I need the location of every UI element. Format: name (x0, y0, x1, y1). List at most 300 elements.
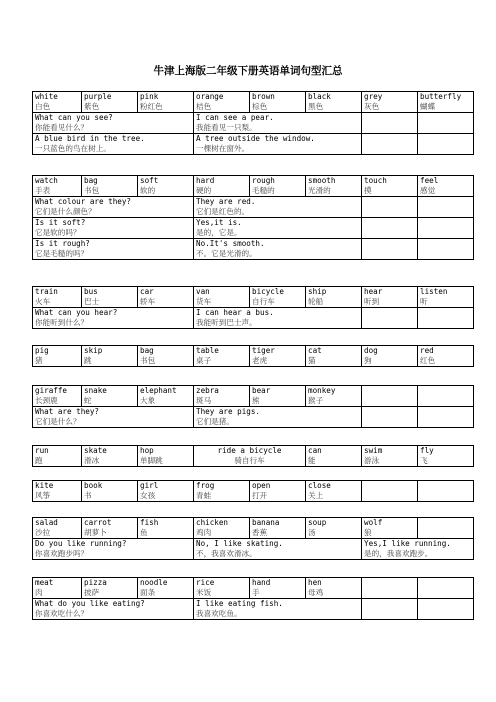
word-cell (82, 518, 138, 539)
empty-cell (362, 113, 418, 134)
sentence-cell (33, 113, 194, 134)
word-cell (33, 92, 82, 113)
word-cell-chinese: 书包 (84, 186, 100, 195)
word-cell-english: bag (140, 346, 154, 355)
word-cell-chinese: 熊 (252, 396, 260, 405)
word-cell (306, 92, 362, 113)
word-cell-english: tiger (252, 346, 275, 355)
word-cell-english: hand (252, 578, 271, 587)
word-cell (362, 518, 418, 539)
word-cell-english: swim (364, 446, 383, 455)
word-cell-english: listen (420, 287, 448, 296)
word-cell (138, 578, 194, 599)
word-cell-chinese: 胡萝卜 (84, 528, 107, 537)
word-cell (250, 287, 306, 308)
sentence-cell-english: What can you see? (35, 113, 113, 122)
empty-cell (418, 599, 474, 620)
sentence-cell-chinese: 它是毛糙的吗？ (35, 249, 89, 258)
word-row (33, 578, 474, 599)
page-title: 牛津上海版二年级下册英语单词句型汇总 (153, 65, 343, 77)
word-cell (138, 287, 194, 308)
word-cell-chinese: 披萨 (84, 588, 100, 597)
sentence-cell (33, 308, 194, 329)
sentence-cell-english: What can you hear? (35, 308, 118, 317)
word-cell-chinese: 蛇 (84, 396, 92, 405)
sentence-cell (194, 197, 362, 218)
empty-cell (362, 578, 418, 599)
word-cell-chinese: 感觉 (420, 186, 436, 195)
word-cell-english: skate (84, 446, 107, 455)
vocab-table (32, 577, 474, 620)
word-cell-chinese: 蝴蝶 (420, 102, 436, 111)
word-cell-english: salad (35, 518, 58, 527)
word-cell-chinese: 书包 (140, 356, 156, 365)
sentence-cell (194, 599, 362, 620)
word-cell (306, 446, 362, 467)
word-cell-chinese: 能 (308, 456, 316, 465)
word-cell-english: meat (35, 578, 54, 587)
sentence-cell (194, 407, 362, 428)
empty-cell (362, 407, 418, 428)
word-row (33, 346, 474, 367)
word-cell-chinese: 手表 (35, 186, 51, 195)
word-cell-english: soft (140, 176, 159, 185)
word-cell-chinese: 风筝 (35, 491, 51, 500)
word-cell-english: bag (84, 176, 98, 185)
word-cell-english: wolf (364, 518, 383, 527)
word-cell (306, 287, 362, 308)
word-cell-chinese: 跑 (35, 456, 43, 465)
sentence-cell-chinese: 我能看见一只梨。 (196, 123, 257, 132)
word-cell-english: close (308, 481, 331, 490)
empty-cell (362, 218, 418, 239)
empty-cell (418, 518, 474, 539)
sentence-cell (33, 134, 194, 155)
word-cell-english: open (252, 481, 271, 490)
word-cell-chinese: 鸡肉 (196, 528, 212, 537)
empty-cell (418, 113, 474, 134)
word-cell (250, 481, 306, 502)
sentence-cell (33, 539, 194, 560)
word-cell-english: fish (140, 518, 159, 527)
sentence-cell-chinese: 不，我喜欢滑冰。 (196, 549, 257, 558)
sentence-cell-english: I can hear a bus. (196, 308, 274, 317)
empty-cell (418, 197, 474, 218)
word-cell-chinese: 书 (84, 491, 92, 500)
word-cell-chinese: 单脚跳 (140, 456, 163, 465)
sentence-cell-english: I can see a pear. (196, 113, 274, 122)
word-cell-chinese: 硬的 (196, 186, 212, 195)
word-cell (306, 481, 362, 502)
vocab-table (32, 480, 474, 502)
word-cell (362, 346, 418, 367)
sentence-cell-chinese: 一只蓝色的鸟在树上。 (35, 144, 111, 153)
word-cell-english: butterfly (420, 92, 462, 101)
word-cell-chinese: 摸 (364, 186, 372, 195)
word-cell-english: car (140, 287, 154, 296)
word-cell-chinese: 沙拉 (35, 528, 51, 537)
word-cell-english: girl (140, 481, 159, 490)
word-cell-chinese: 女孩 (140, 491, 156, 500)
word-cell-chinese: 游泳 (364, 456, 380, 465)
empty-cell (418, 386, 474, 407)
word-cell-english: white (35, 92, 58, 101)
sentence-cell (33, 197, 194, 218)
word-cell-chinese: 桔色 (196, 102, 212, 111)
empty-cell (418, 218, 474, 239)
sentence-cell (194, 134, 362, 155)
word-cell (138, 92, 194, 113)
word-cell-chinese: 骑自行车 (234, 456, 265, 465)
sentence-cell-english: What do you like eating? (35, 599, 145, 608)
word-cell-chinese: 轿车 (140, 297, 156, 306)
sentence-cell-english: Is it soft? (35, 218, 86, 227)
word-cell (33, 481, 82, 502)
word-cell-chinese: 飞 (420, 456, 428, 465)
empty-cell (362, 481, 418, 502)
word-cell-english: grey (364, 92, 383, 101)
vocab-table (32, 517, 474, 560)
sentence-row (33, 599, 474, 620)
sentence-cell-chinese: 它们是什么？ (35, 417, 81, 426)
word-cell (82, 481, 138, 502)
word-cell (250, 518, 306, 539)
word-cell (250, 346, 306, 367)
word-cell (82, 346, 138, 367)
word-cell-english: purple (84, 92, 112, 101)
word-cell (306, 578, 362, 599)
word-cell (33, 518, 82, 539)
word-cell-english: fly (420, 446, 434, 455)
sentence-cell-english: A tree outside the window. (196, 134, 315, 143)
word-cell-english: watch (35, 176, 58, 185)
word-cell-chinese: 猫 (308, 356, 316, 365)
word-row (33, 481, 474, 502)
word-cell-english: pink (140, 92, 159, 101)
word-cell-chinese: 滑冰 (84, 456, 100, 465)
sentence-cell-chinese: 一棵树在窗外。 (196, 144, 250, 153)
word-cell-chinese: 红色 (420, 356, 436, 365)
word-cell-chinese: 巴士 (84, 297, 100, 306)
word-cell (250, 176, 306, 197)
word-cell (33, 346, 82, 367)
empty-cell (418, 481, 474, 502)
word-cell-english: book (84, 481, 103, 490)
word-cell (138, 446, 194, 467)
sentence-cell (362, 539, 474, 560)
word-cell (362, 287, 418, 308)
word-cell-english: smooth (308, 176, 336, 185)
word-cell-english: black (308, 92, 331, 101)
empty-cell (418, 578, 474, 599)
word-cell-english: bicycle (252, 287, 285, 296)
word-cell-chinese: 猴子 (308, 396, 324, 405)
word-cell (194, 481, 250, 502)
sentence-cell (33, 407, 194, 428)
word-cell-chinese: 听 (420, 297, 428, 306)
word-cell (138, 176, 194, 197)
sentence-cell-chinese: 它们是红色的。 (196, 207, 250, 216)
word-cell-english: giraffe (35, 386, 68, 395)
word-cell-chinese: 斑马 (196, 396, 212, 405)
word-row (33, 287, 474, 308)
word-cell-english: noodle (140, 578, 168, 587)
word-row (33, 446, 474, 467)
word-cell-english: brown (252, 92, 275, 101)
word-cell-english: van (196, 287, 210, 296)
sentence-cell-chinese: 它是软的吗？ (35, 228, 81, 237)
word-cell (194, 92, 250, 113)
sentence-cell-english: No, I like skating. (196, 539, 283, 548)
word-cell (82, 578, 138, 599)
word-cell-english: run (35, 446, 49, 455)
word-cell-chinese: 软的 (140, 186, 156, 195)
sentence-cell (33, 218, 194, 239)
word-cell-chinese: 汤 (308, 528, 316, 537)
word-cell-chinese: 光滑的 (308, 186, 331, 195)
word-cell-english: can (308, 446, 322, 455)
word-cell-chinese: 棕色 (252, 102, 268, 111)
sentence-cell-chinese: 你能看见什么？ (35, 123, 89, 132)
word-cell-english: hear (364, 287, 383, 296)
empty-cell (362, 386, 418, 407)
word-cell-english: carrot (84, 518, 112, 527)
word-cell-english: zebra (196, 386, 219, 395)
word-cell (194, 346, 250, 367)
word-cell-english: table (196, 346, 219, 355)
sentence-cell-english: They are red. (196, 197, 256, 206)
sentence-cell-chinese: 我喜欢吃鱼。 (196, 609, 242, 618)
word-cell (82, 176, 138, 197)
sentence-cell (194, 239, 362, 260)
word-cell-english: rice (196, 578, 215, 587)
word-row (33, 176, 474, 197)
sentence-row (33, 134, 474, 155)
sentence-cell-english: Yes,it is. (196, 218, 242, 227)
word-cell-chinese: 紫色 (84, 102, 100, 111)
sentence-row (33, 113, 474, 134)
word-cell-chinese: 肉 (35, 588, 43, 597)
word-cell-english: pizza (84, 578, 107, 587)
word-cell-english: pig (35, 346, 49, 355)
word-cell (33, 578, 82, 599)
sentence-cell (194, 113, 362, 134)
word-cell-chinese: 自行车 (252, 297, 275, 306)
sentence-cell-english: Is it rough? (35, 239, 90, 248)
sentence-cell-english: No.It's smooth. (196, 239, 265, 248)
word-cell-chinese: 青蛙 (196, 491, 212, 500)
word-cell (33, 176, 82, 197)
word-cell (250, 578, 306, 599)
word-cell (82, 446, 138, 467)
sentence-cell-chinese: 它们是什么颜色？ (35, 207, 96, 216)
empty-cell (362, 308, 418, 329)
sentence-cell-english: What are they? (35, 407, 100, 416)
word-cell-english: feel (420, 176, 439, 185)
word-cell (362, 92, 418, 113)
word-cell-chinese: 火车 (35, 297, 51, 306)
empty-cell (418, 407, 474, 428)
empty-cell (418, 308, 474, 329)
empty-cell (362, 134, 418, 155)
word-cell-chinese: 手 (252, 588, 260, 597)
word-cell-chinese: 关上 (308, 491, 324, 500)
vocab-table (32, 91, 474, 155)
vocab-table (32, 286, 474, 329)
empty-cell (362, 197, 418, 218)
word-cell (82, 287, 138, 308)
word-cell-chinese: 面条 (140, 588, 156, 597)
word-cell-chinese: 狗 (364, 356, 372, 365)
word-cell-chinese: 狼 (364, 528, 372, 537)
word-cell (194, 518, 250, 539)
word-cell (306, 176, 362, 197)
word-cell-english: cat (308, 346, 322, 355)
word-cell-english: train (35, 287, 58, 296)
word-cell (194, 176, 250, 197)
word-cell (82, 92, 138, 113)
vocab-table (32, 345, 474, 367)
sentence-row (33, 218, 474, 239)
word-cell (418, 92, 474, 113)
word-cell-chinese: 听到 (364, 297, 380, 306)
sentence-row (33, 197, 474, 218)
word-cell-chinese: 毛糙的 (252, 186, 275, 195)
word-cell-english: chicken (196, 518, 229, 527)
empty-cell (362, 599, 418, 620)
sentence-cell-english: A blue bird in the tree. (35, 134, 145, 143)
empty-cell (418, 134, 474, 155)
word-cell-english: rough (252, 176, 275, 185)
sentence-cell-chinese: 你喜欢跑步吗？ (35, 549, 89, 558)
word-row (33, 92, 474, 113)
word-cell-chinese: 长颈鹿 (35, 396, 58, 405)
word-cell-chinese: 大象 (140, 396, 156, 405)
sentence-row (33, 407, 474, 428)
word-cell-english: ride a bicycle (217, 446, 282, 455)
word-cell-chinese: 轮船 (308, 297, 324, 306)
word-cell (306, 346, 362, 367)
word-cell-english: kite (35, 481, 54, 490)
word-cell (362, 446, 418, 467)
sentence-cell-english: Yes,I like running. (364, 539, 451, 548)
word-cell-chinese: 黑色 (308, 102, 324, 111)
word-cell-chinese: 香蕉 (252, 528, 268, 537)
word-cell (82, 386, 138, 407)
sentence-cell-chinese: 你能听到什么？ (35, 318, 89, 327)
word-cell (250, 92, 306, 113)
word-cell-english: orange (196, 92, 224, 101)
vocab-table (32, 175, 474, 260)
word-cell-chinese: 跳 (84, 356, 92, 365)
word-cell (33, 287, 82, 308)
sentence-cell-chinese: 你喜欢吃什么？ (35, 609, 89, 618)
word-cell (362, 176, 418, 197)
sentence-cell (33, 599, 194, 620)
vocab-table (32, 445, 474, 467)
word-cell-chinese: 货车 (196, 297, 212, 306)
word-cell-english: ship (308, 287, 327, 296)
word-cell-chinese: 打开 (252, 491, 268, 500)
sentence-cell (33, 239, 194, 260)
word-cell-english: snake (84, 386, 107, 395)
word-cell (138, 518, 194, 539)
word-cell (194, 578, 250, 599)
word-cell-english: hard (196, 176, 215, 185)
word-cell-english: soup (308, 518, 327, 527)
sentence-row (33, 239, 474, 260)
word-cell (138, 346, 194, 367)
sentence-cell (194, 539, 362, 560)
word-cell (138, 386, 194, 407)
word-cell (194, 386, 250, 407)
word-cell-english: bear (252, 386, 271, 395)
word-cell-chinese: 鱼 (140, 528, 148, 537)
word-cell-english: elephant (140, 386, 177, 395)
word-cell (306, 386, 362, 407)
sentence-cell-english: Do you like running? (35, 539, 127, 548)
word-cell (33, 386, 82, 407)
word-cell (418, 446, 474, 467)
word-cell-chinese: 灰色 (364, 102, 380, 111)
word-cell-chinese: 猪 (35, 356, 43, 365)
word-cell (33, 446, 82, 467)
word-cell-chinese: 老虎 (252, 356, 268, 365)
word-cell (138, 481, 194, 502)
word-cell (194, 446, 306, 467)
sentence-cell (194, 308, 362, 329)
sentence-cell-english: What colour are they? (35, 197, 132, 206)
sentence-cell-chinese: 不。它是光滑的。 (196, 249, 257, 258)
sentence-cell-english: They are pigs. (196, 407, 261, 416)
word-cell-english: hen (308, 578, 322, 587)
sentence-row (33, 308, 474, 329)
vocab-table (32, 385, 474, 428)
sentence-cell-chinese: 是的，它是。 (196, 228, 242, 237)
word-cell-chinese: 粉红色 (140, 102, 163, 111)
sentence-row (33, 539, 474, 560)
word-cell-chinese: 白色 (35, 102, 51, 111)
sentence-cell-english: I like eating fish. (196, 599, 283, 608)
word-row (33, 518, 474, 539)
word-cell (418, 176, 474, 197)
sentence-cell-chinese: 是的，我喜欢跑步。 (364, 549, 433, 558)
sentence-cell-chinese: 它们是猪。 (196, 417, 234, 426)
word-cell-english: dog (364, 346, 378, 355)
word-cell (306, 518, 362, 539)
word-cell-english: touch (364, 176, 387, 185)
word-cell-english: monkey (308, 386, 336, 395)
word-cell-chinese: 米饭 (196, 588, 212, 597)
word-cell-english: hop (140, 446, 154, 455)
word-cell-english: red (420, 346, 434, 355)
word-cell (194, 287, 250, 308)
word-cell (418, 287, 474, 308)
word-cell-english: skip (84, 346, 103, 355)
word-cell-chinese: 母鸡 (308, 588, 324, 597)
word-cell-chinese: 桌子 (196, 356, 212, 365)
word-row (33, 386, 474, 407)
word-cell (250, 386, 306, 407)
word-cell (418, 346, 474, 367)
word-cell-english: frog (196, 481, 215, 490)
word-cell-english: bus (84, 287, 98, 296)
sentence-cell-chinese: 我能听到巴士声。 (196, 318, 257, 327)
sentence-cell (194, 218, 362, 239)
empty-cell (362, 239, 418, 260)
word-cell-english: banana (252, 518, 280, 527)
empty-cell (418, 239, 474, 260)
